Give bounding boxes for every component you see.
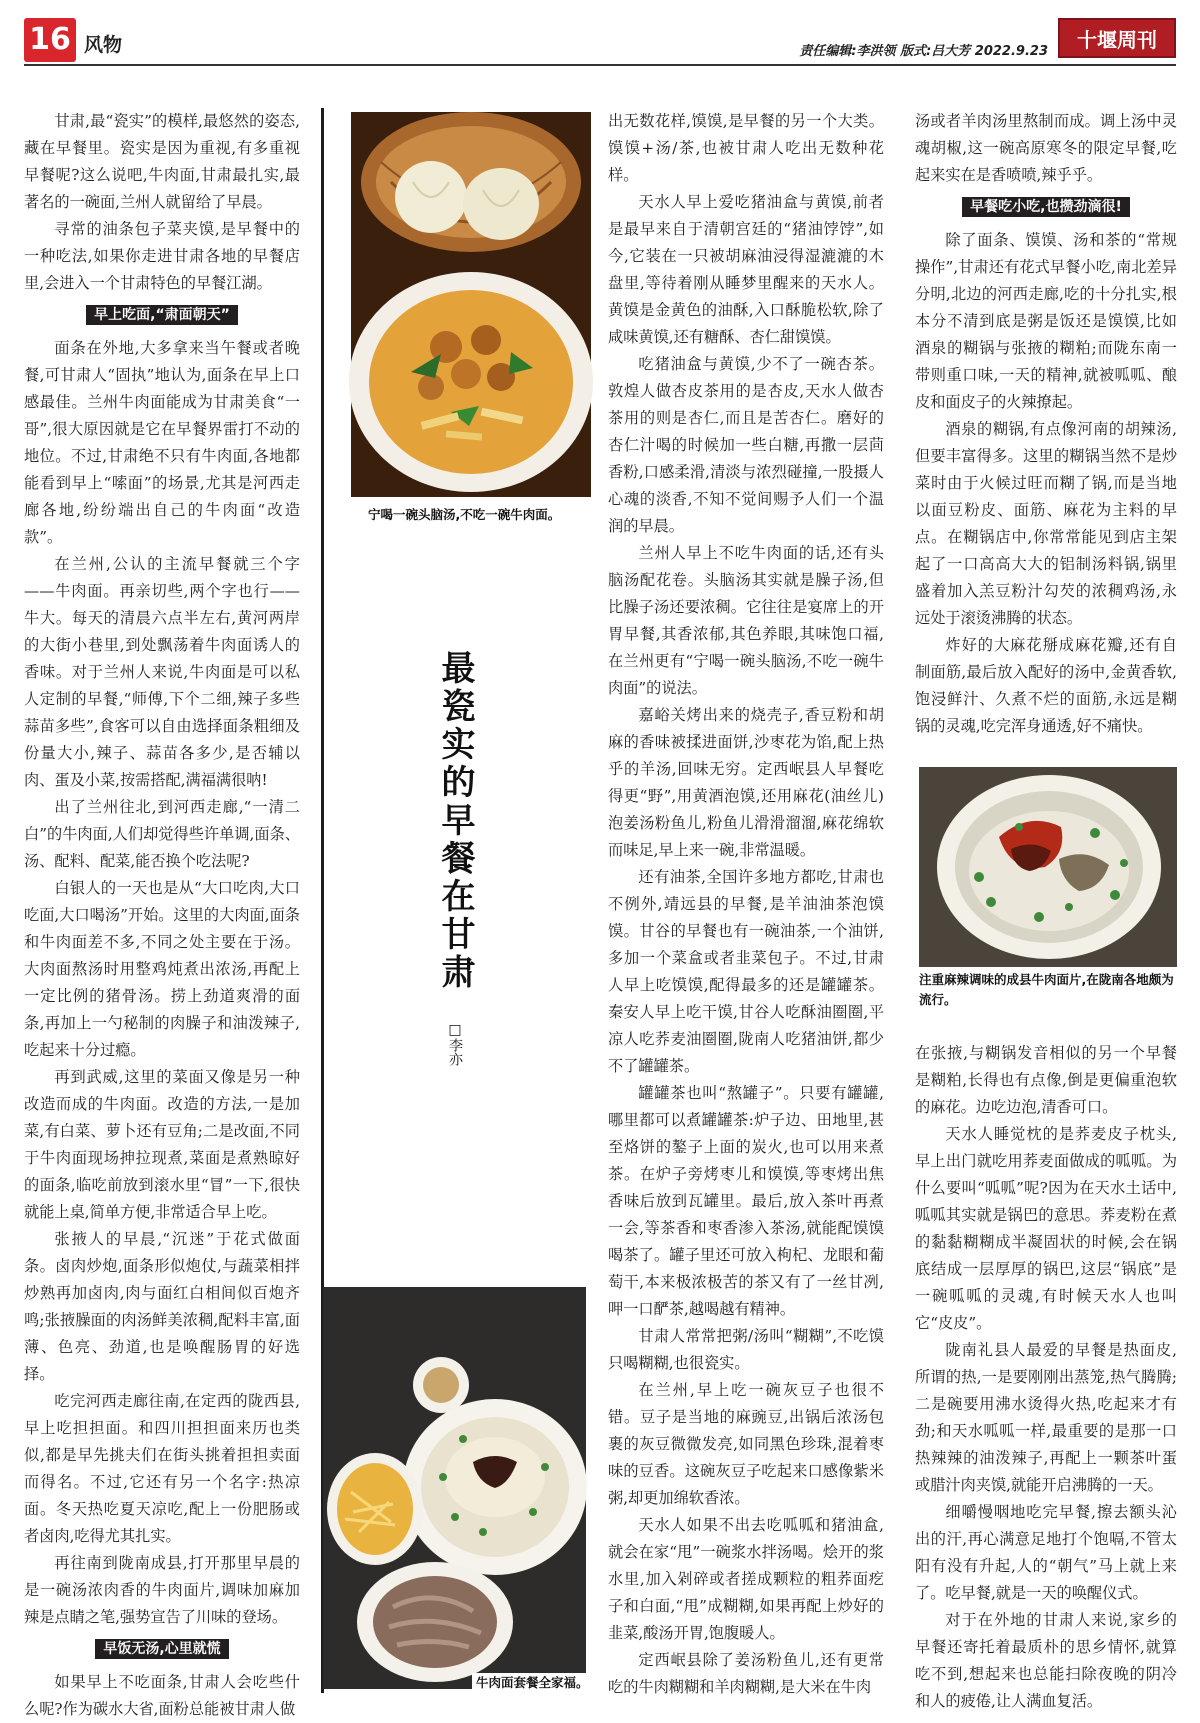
photo-caption: 牛肉面套餐全家福。 [472, 1673, 592, 1693]
article-column-1 [24, 108, 300, 1718]
section-name: 风物 [84, 34, 123, 56]
paragraph: 再到武威,这里的菜面又像是另一种改造而成的牛肉面。改造的方法,一是加菜,有白菜、萝卜还有豆角;二是改面,不同于牛肉面现场抻拉现煮,菜面是煮熟晾好的面条,临吃前放到滚水里“冒”一下,很快就能上桌,简单方便,非常适合早上吃。 [24, 1068, 300, 1221]
page-number: 16 [24, 18, 76, 62]
paragraph: 兰州人早上不吃牛肉面的话,还有头脑汤配花卷。头脑汤其实就是臊子汤,但比臊子汤还要浓稠。它往往是宴席上的开胃早餐,其香浓郁,其色养眼,其味饱口福,在兰州更有“宁喝一碗头脑汤,不吃一碗牛肉面”的说法。 [608, 544, 884, 697]
subheading: 早上吃面,“肃面朝天” [86, 305, 238, 325]
paragraph: 陇南礼县人最爱的早餐是热面皮,所谓的热,一是要刚刚出蒸笼,热气腾腾;二是碗要用沸水烫得火热,吃起来才有劲;和天水呱呱一样,最重要的是那一口热辣辣的油泼辣子,再配上一颗茶叶蛋或腊汁肉夹馍,就能开启沸腾的一天。 [915, 1341, 1177, 1494]
head-brain-soup-photo [351, 112, 591, 497]
paragraph: 天水人睡觉枕的是荞麦皮子枕头,早上出门就吃用荞麦面做成的呱呱。为什么要叫“呱呱”呢?因为在天水土话中,呱呱其实就是锅巴的意思。荞麦粉在煮的黏黏糊糊成半凝固状的时候,会在锅底结成一层厚厚的锅巴,这层“锅底”是一碗呱呱的灵魂,有时候天水人也叫它“皮皮”。 [915, 1125, 1177, 1332]
paragraph: 吃猪油盒与黄馍,少不了一碗杏茶。敦煌人做杏皮茶用的是杏皮,天水人做杏茶用的则是杏仁,而且是苦杏仁。磨好的杏仁汁喝的时候加一些白糖,再撒一层茴香粉,口感柔滑,清淡与浓烈碰撞,一股摄人心魂的淡香,不知不觉间赐予人们一个温润的早晨。 [608, 355, 884, 535]
header-rule [24, 64, 1176, 66]
paragraph: 吃完河西走廊往南,在定西的陇西县,早上吃担担面。和四川担担面来历也类似,都是早先挑夫们在街头挑着担担卖面而得名。不过,它还有另一个名字:热凉面。冬天热吃夏天凉吃,配上一份肥肠或者卤肉,吃得尤其扎实。 [24, 1392, 300, 1545]
paragraph: 出了兰州往北,到河西走廊,“一清二白”的牛肉面,人们却觉得些许单调,面条、汤、配料、配菜,能否换个吃法呢? [24, 798, 300, 870]
paragraph: 面条在外地,大多拿来当午餐或者晚餐,可甘肃人“固执”地认为,面条在早上口感最佳。兰州牛肉面能成为甘肃美食“一哥”,很大原因就是它在早餐界雷打不动的地位。不过,甘肃绝不只有牛肉面,各地都能看到早上“嗦面”的场景,尤其是河西走廊各地,纷纷端出自己的牛肉面“改造款”。 [24, 339, 300, 546]
paragraph: 甘肃人常常把粥/汤叫“糊糊”,不吃馍只喝糊糊,也很瓷实。 [608, 1327, 884, 1372]
paragraph: 定西岷县除了姜汤粉鱼儿,还有更常吃的牛肉糊糊和羊肉糊糊,是大米在牛肉 [608, 1651, 884, 1696]
page-header [24, 18, 1176, 64]
paragraph: 如果早上不吃面条,甘肃人会吃些什么呢?作为碳水大省,面粉总能被甘肃人做 [24, 1673, 300, 1718]
paragraph: 在张掖,与糊锅发音相似的另一个早餐是糊粕,长得也有点像,倒是更偏重泡软的麻花。边吃边泡,清香可口。 [915, 1044, 1177, 1116]
paragraph: 天水人如果不出去吃呱呱和猪油盒,就会在家“甩”一碗浆水拌汤喝。烩开的浆水里,加入剁碎或者搓成颗粒的粗荞面疙子和白面,“甩”成糊糊,如果再配上炒好的韭菜,酸汤开胃,饱腹暖人。 [608, 1516, 884, 1642]
paragraph: 出无数花样,馍馍,是早餐的另一个大类。馍馍+汤/茶,也被甘肃人吃出无数种花样。 [608, 112, 884, 184]
subheading: 早餐吃小吃,也攒劲滴很! [962, 197, 1130, 217]
paragraph: 张掖人的早晨,“沉迷”于花式做面条。卤肉炒炮,面条形似炮仗,与蔬菜相拌炒熟再加卤肉,肉与面红白相间似百炮齐鸣;张掖臊面的肉汤鲜美浓稠,配料丰富,面薄、色亮、劲道,也是唤醒肠胃的好选择。 [24, 1230, 300, 1383]
chengxian-noodle-photo [919, 767, 1177, 967]
paragraph: 酒泉的糊锅,有点像河南的胡辣汤,但要丰富得多。这里的糊锅当然不是炒菜时由于火候过旺而糊了锅,而是当地以面豆粉皮、面筋、麻花为主料的早点。在糊锅店中,你常常能见到店主架起了一口高高大大的铝制汤料锅,锅里盛着加入羔豆粉汁勾芡的浓稠鸡汤,永远处于滚烫沸腾的状态。 [915, 420, 1177, 627]
paragraph: 炸好的大麻花掰成麻花瓣,还有自制面筋,最后放入配好的汤中,金黄香软,饱浸鲜汁、久煮不烂的面筋,永远是糊锅的灵魂,吃完浑身通透,好不痛快。 [915, 636, 1177, 735]
paragraph: 在兰州,公认的主流早餐就三个字——牛肉面。再亲切些,两个字也行——牛大。每天的清晨六点半左右,黄河两岸的大街小巷里,到处飘荡着牛肉面诱人的香味。对于兰州人来说,牛肉面是可以私人定制的早餐,“师傅,下个二细,辣子多些蒜苗多些”,食客可以自由选择面条粗细及份量大小,辣子、蒜苗各多少,是否辅以肉、蛋及小菜,按需搭配,满福满很呐! [24, 555, 300, 789]
photo-caption: 宁喝一碗头脑汤,不吃一碗牛肉面。 [368, 507, 561, 522]
paragraph: 除了面条、馍馍、汤和茶的“常规操作”,甘肃还有花式早餐小吃,南北差异分明,北边的河西走廊,吃的十分扎实,根本分不清到底是粥是饭还是馍馍,比如酒泉的糊锅与张掖的糊粕;而陇东南一带则重口味,一天的精神,就被呱呱、酿皮和面皮子的火辣撩起。 [915, 231, 1177, 411]
newspaper-masthead: 十堰周刊 [1058, 18, 1176, 58]
paragraph: 罐罐茶也叫“熬罐子”。只要有罐罐,哪里都可以煮罐罐茶:炉子边、田地里,甚至烙饼的鏊子上面的炭火,也可以用来煮茶。在炉子旁烤枣儿和馍馍,等枣烤出焦香味后放到瓦罐里。最后,放入茶叶再煮一会,等茶香和枣香渗入茶汤,就能配馍馍喝茶了。罐子里还可放入枸杞、龙眼和葡萄干,本来极浓极苦的茶又有了一丝甘冽,呷一口酽茶,越喝越有精神。 [608, 1084, 884, 1318]
paragraph: 甘肃,最“瓷实”的模样,最悠然的姿态,藏在早餐里。瓷实是因为重视,有多重视早餐呢?这么说吧,牛肉面,甘肃最扎实,最著名的一碗面,兰州人就留给了早晨。 [24, 112, 300, 211]
paragraph: 嘉峪关烤出来的烧壳子,香豆粉和胡麻的香味被揉进面饼,沙枣花为馅,配上热乎的羊汤,回味无穷。定西岷县人早餐吃得更“野”,用黄酒泡馍,还用麻花(油丝儿)泡姜汤粉鱼儿,粉鱼儿滑滑溜溜,麻花绵软而味足,早上来一碗,非常温暖。 [608, 706, 884, 859]
article-column-3 [608, 108, 884, 1696]
paragraph: 寻常的油条包子菜夹馍,是早餐中的一种吃法,如果你走进甘肃各地的早餐店里,会进入一个甘肃特色的早餐江湖。 [24, 220, 300, 292]
paragraph: 还有油茶,全国许多地方都吃,甘肃也不例外,靖远县的早餐,是羊油油茶泡馍馍。甘谷的早餐也有一碗油茶,一个油饼,多加一个菜盒或者韭菜包子。不过,甘肃人早上吃馍馍,配得最多的还是罐罐茶。秦安人早上吃干馍,甘谷人吃酥油圈圈,平凉人吃荞麦油圈圈,陇南人吃猪油饼,都少不了罐罐茶。 [608, 868, 884, 1075]
paragraph: 对于在外地的甘肃人来说,家乡的早餐还寄托着最质朴的思乡情怀,就算吃不到,想起来也总能扫除夜晚的阴冷和人的疲倦,让人满血复活。 [915, 1611, 1177, 1710]
editor-credits: 责任编辑:李洪领 版式:吕大芳 2022.9.23 [799, 44, 1048, 59]
paragraph: 汤或者羊肉汤里熬制而成。调上汤中灵魂胡椒,这一碗高原寒冬的限定早餐,吃起来实在是香喷喷,辣乎乎。 [915, 112, 1177, 184]
paragraph: 细嚼慢咽地吃完早餐,擦去额头沁出的汗,再心满意足地打个饱嗝,不管太阳有没有升起,人的“朝气”马上就上来了。吃早餐,就是一天的唤醒仪式。 [915, 1503, 1177, 1602]
paragraph: 在兰州,早上吃一碗灰豆子也很不错。豆子是当地的麻豌豆,出锅后浓汤包裹的灰豆微微发亮,如同黑色珍珠,混着枣味的豆香。这碗灰豆子吃起来口感像紫米粥,却更加绵软香浓。 [608, 1381, 884, 1507]
paragraph: 天水人早上爱吃猪油盒与黄馍,前者是最早来自于清朝宫廷的“猪油饽饽”,如今,它装在一只被胡麻油浸得湿漉漉的木盘里,等待着刚从睡梦里醒来的天水人。黄馍是金黄色的油酥,入口酥脆松软,除了咸味黄馍,还有糖酥、杏仁甜馍馍。 [608, 193, 884, 346]
paragraph: 白银人的一天也是从“大口吃肉,大口吃面,大口喝汤”开始。这里的大肉面,面条和牛肉面差不多,不同之处主要在于汤。大肉面熬汤时用整鸡炖煮出浓汤,再配上一定比例的猪骨汤。捞上劲道爽滑的面条,再加上一勺秘制的肉臊子和油泼辣子,吃起来十分过瘾。 [24, 879, 300, 1059]
beef-noodle-set-photo [323, 1287, 586, 1689]
author-byline: □李亦 [447, 1022, 463, 1066]
photo-caption: 注重麻辣调味的成县牛肉面片,在陇南各地颇为流行。 [919, 972, 1174, 1007]
article-title: 最瓷实的早餐在甘肃 [435, 650, 475, 992]
paragraph: 再往南到陇南成县,打开那里早晨的是一碗汤浓肉香的牛肉面片,调味加麻加辣是点睛之笔,强势宣告了川味的登场。 [24, 1554, 300, 1626]
subheading: 早饭无汤,心里就慌 [95, 1639, 228, 1659]
